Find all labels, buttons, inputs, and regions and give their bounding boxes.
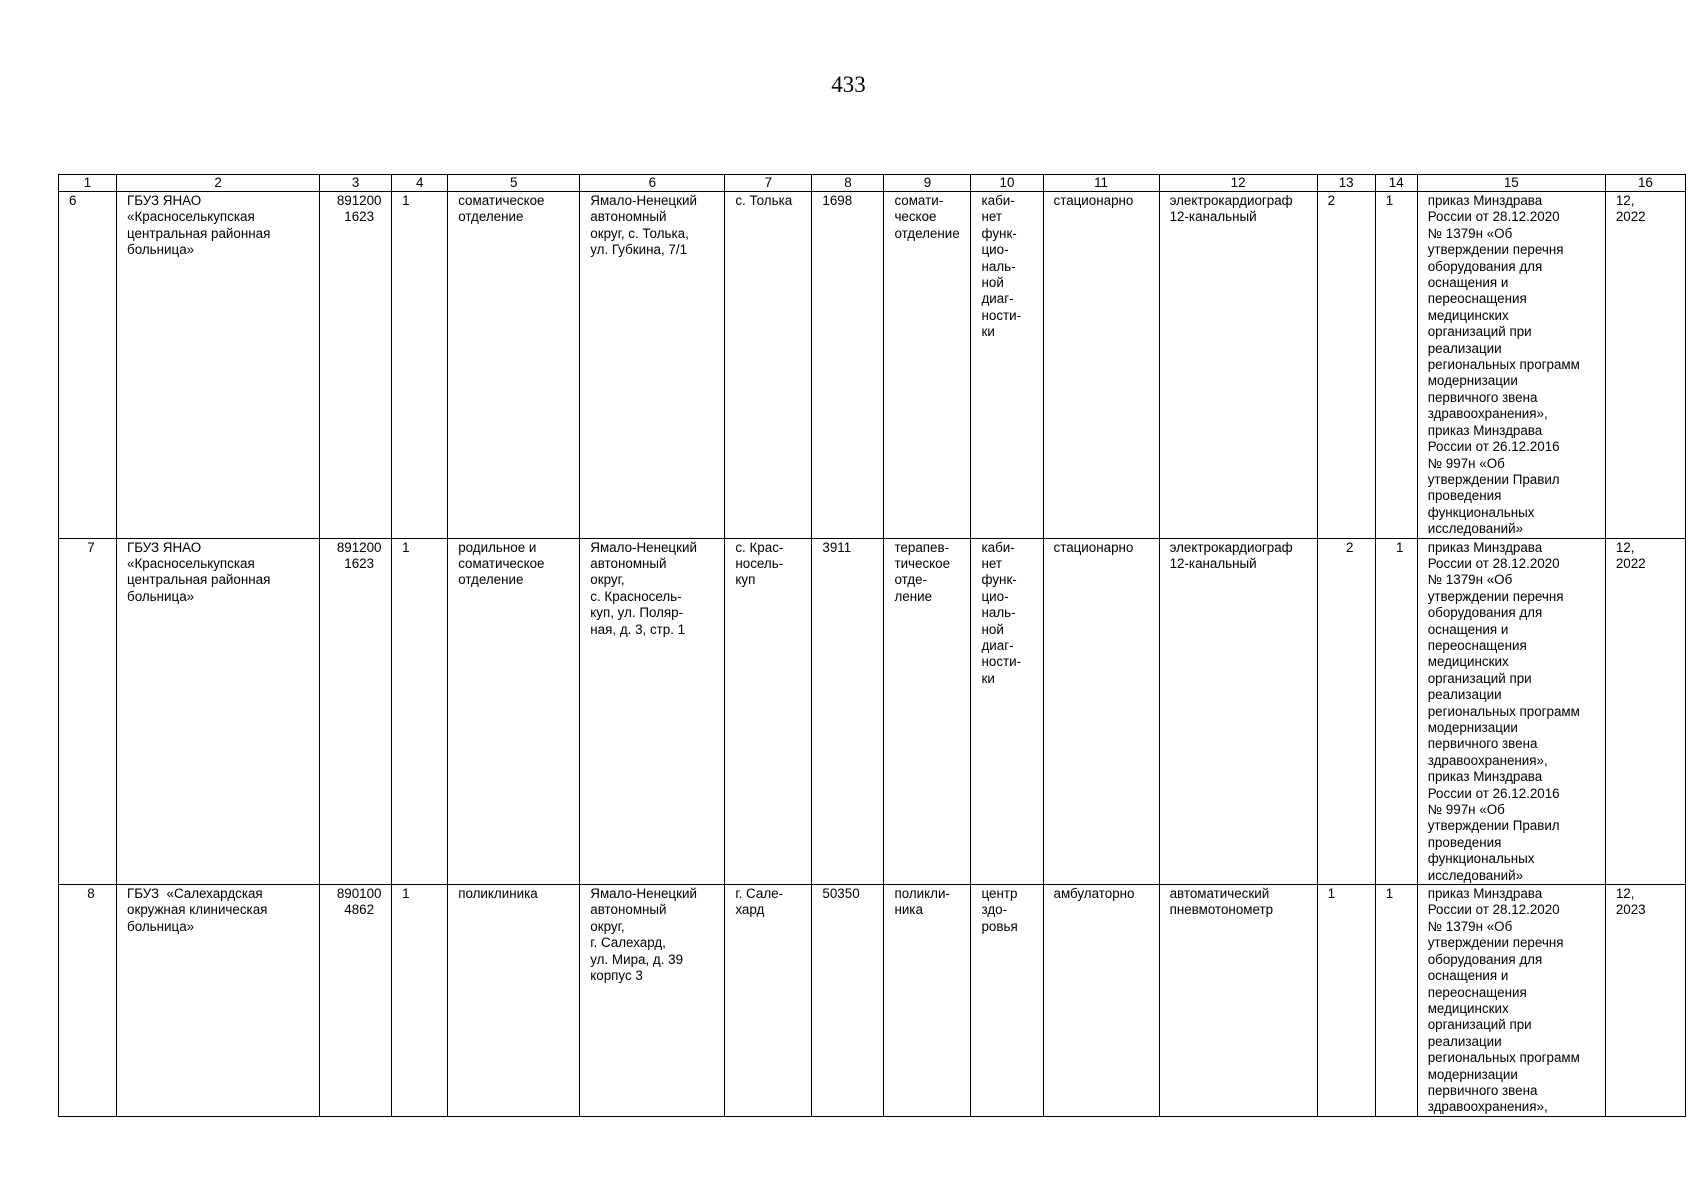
cell-line: хард — [735, 902, 765, 918]
cell-line: наль- — [981, 258, 1016, 274]
care-mode-cell: амбулаторно — [1043, 885, 1159, 1117]
cell-line: автономный — [590, 902, 667, 918]
cell-line: приказ Минздрава — [1427, 422, 1543, 438]
quantity-cell: 1 — [1375, 538, 1417, 885]
column-header: 5 — [448, 175, 580, 192]
cell-line: утверждении перечня — [1427, 935, 1564, 951]
room-cell — [971, 885, 1043, 1117]
cell-line: утверждении Правил — [1427, 818, 1560, 834]
equipment-cell — [1159, 538, 1317, 885]
cell-line: проведения — [1427, 488, 1502, 504]
cell-line: г. Салехард, — [590, 935, 666, 951]
cell-line: отде- — [894, 572, 927, 588]
cell-line: региональных программ — [1427, 1050, 1580, 1066]
quantity-cell: 1 — [1375, 885, 1417, 1117]
cell-line: каби- — [981, 539, 1015, 555]
cell-line: 12, — [1615, 886, 1635, 902]
cell-line: ГБУЗ ЯНАО — [127, 193, 202, 208]
cell-line: нет — [981, 555, 1003, 571]
column-header: 16 — [1605, 175, 1685, 192]
cell-line: сомати- — [894, 193, 944, 208]
department-cell — [448, 885, 580, 1117]
cell-line: переоснащения — [1427, 984, 1527, 1000]
address-cell — [580, 192, 725, 539]
row-number-cell: 8 — [59, 885, 117, 1117]
page-number: 433 — [831, 72, 866, 97]
column-header: 15 — [1417, 175, 1605, 192]
cell-line: утверждении перечня — [1427, 242, 1564, 258]
cell-line: 891200 — [336, 193, 382, 208]
cell-line: отделение — [894, 225, 960, 241]
table-row — [59, 885, 1686, 1117]
cell-line: ности- — [981, 307, 1022, 323]
cell-line: медицинских — [1427, 654, 1509, 670]
legal-basis-cell — [1417, 192, 1605, 539]
cell-line: цио- — [981, 588, 1009, 604]
cell-line: переоснащения — [1427, 637, 1527, 653]
cell-line: оборудования для — [1427, 258, 1543, 274]
cell-line: модернизации — [1427, 1066, 1518, 1082]
cell-line: организаций при — [1427, 1017, 1532, 1033]
unit-cell — [884, 192, 971, 539]
cell-line: 890100 — [336, 886, 382, 902]
cell-line: ГБУЗ «Салехардская — [127, 886, 263, 902]
quantity-cell: 2 — [1317, 538, 1375, 885]
cell-line: реализации — [1427, 687, 1502, 703]
cell-line: оборудования для — [1427, 951, 1543, 967]
cell-line: 2022 — [1615, 555, 1646, 571]
care-mode-cell: стационарно — [1043, 192, 1159, 539]
cell-line: № 1379н «Об — [1427, 918, 1513, 934]
cell-line: утверждении Правил — [1427, 471, 1560, 487]
cell-line: каби- — [981, 193, 1015, 208]
cell-line: медицинских — [1427, 307, 1509, 323]
cell-line: первичного звена — [1427, 1082, 1538, 1098]
table-row — [59, 538, 1686, 885]
cell-line: медицинских — [1427, 1000, 1509, 1016]
cell-line: Ямало-Ненецкий — [590, 539, 697, 555]
unit-cell — [884, 885, 971, 1117]
cell-line: электрокардиограф — [1169, 539, 1293, 555]
cell-line: 12, — [1615, 193, 1635, 208]
address-cell — [580, 885, 725, 1117]
cell-line: организаций при — [1427, 324, 1532, 340]
cell-line: 1623 — [344, 209, 375, 225]
column-header: 10 — [971, 175, 1043, 192]
table-row — [59, 192, 1686, 539]
cell-line: функциональных — [1427, 851, 1535, 867]
organization-cell — [117, 538, 320, 885]
cell-line: 12-канальный — [1169, 555, 1257, 571]
cell-line: № 997н «Об — [1427, 455, 1505, 471]
cell-line: ул. Мира, д. 39 — [590, 951, 684, 967]
cell-line: Ямало-Ненецкий — [590, 886, 697, 902]
cell-line: региональных программ — [1427, 703, 1580, 719]
cell-line: ной — [981, 275, 1004, 291]
cell-line: поликли- — [894, 886, 950, 902]
equipment-registry-table — [58, 174, 1686, 1117]
cell-line: 2022 — [1615, 209, 1646, 225]
cell-line: здравоохранения», — [1427, 406, 1548, 422]
cell-line: ной — [981, 621, 1004, 637]
cell-line: больница» — [127, 588, 195, 604]
cell-line: России от 28.12.2020 — [1427, 902, 1560, 918]
count-cell: 1 — [392, 538, 448, 885]
cell-line: электрокардиограф — [1169, 193, 1293, 208]
cell-line: центр — [981, 886, 1018, 902]
cell-line: здравоохранения», — [1427, 752, 1548, 768]
cell-line: ГБУЗ ЯНАО — [127, 539, 202, 555]
cell-line: Ямало-Ненецкий — [590, 193, 697, 208]
cell-line: с. Толька — [735, 193, 793, 208]
code-cell — [320, 885, 392, 1117]
cell-line: России от 26.12.2016 — [1427, 785, 1560, 801]
cell-line: г. Сале- — [735, 886, 784, 902]
code-cell — [320, 538, 392, 885]
deadline-cell — [1605, 192, 1685, 539]
population-cell: 50350 — [812, 885, 884, 1117]
column-header: 12 — [1159, 175, 1317, 192]
quantity-cell: 1 — [1375, 192, 1417, 539]
cell-line: соматическое — [458, 555, 545, 571]
cell-line: пневмотонометр — [1169, 902, 1274, 918]
cell-line: ческое — [894, 209, 937, 225]
cell-line: первичного звена — [1427, 389, 1538, 405]
population-cell: 3911 — [812, 538, 884, 885]
count-cell: 1 — [392, 885, 448, 1117]
cell-line: округ, — [590, 918, 625, 934]
cell-line: оснащения и — [1427, 968, 1509, 984]
column-header: 11 — [1043, 175, 1159, 192]
organization-cell — [117, 885, 320, 1117]
cell-line: окружная клиническая — [127, 902, 268, 918]
cell-line: 12, — [1615, 539, 1635, 555]
cell-line: с. Крас- — [735, 539, 784, 555]
cell-line: первичного звена — [1427, 736, 1538, 752]
cell-line: России от 28.12.2020 — [1427, 555, 1560, 571]
column-header: 2 — [117, 175, 320, 192]
column-header: 14 — [1375, 175, 1417, 192]
cell-line: приказ Минздрава — [1427, 193, 1543, 208]
cell-line: больница» — [127, 918, 195, 934]
cell-line: куп — [735, 572, 756, 588]
count-cell: 1 — [392, 192, 448, 539]
cell-line: «Красноселькупская — [127, 555, 255, 571]
cell-line: терапев- — [894, 539, 950, 555]
cell-line: наль- — [981, 605, 1016, 621]
cell-line: ровья — [981, 918, 1018, 934]
cell-line: модернизации — [1427, 720, 1518, 735]
cell-line: ки — [981, 324, 995, 340]
column-header: 8 — [812, 175, 884, 192]
cell-line: автоматический — [1169, 886, 1270, 902]
column-header: 3 — [320, 175, 392, 192]
cell-line: приказ Минздрава — [1427, 539, 1543, 555]
department-cell — [448, 538, 580, 885]
cell-line: здравоохранения», — [1427, 1099, 1548, 1115]
cell-line: ная, д. 3, стр. 1 — [590, 621, 686, 637]
cell-line: ки — [981, 670, 995, 686]
cell-line: ника — [894, 902, 923, 918]
equipment-cell — [1159, 192, 1317, 539]
address-cell — [580, 538, 725, 885]
cell-line: оснащения и — [1427, 275, 1509, 291]
locality-cell — [725, 885, 812, 1117]
column-header: 4 — [392, 175, 448, 192]
cell-line: 12-канальный — [1169, 209, 1257, 225]
cell-line: функциональных — [1427, 504, 1535, 520]
row-number-cell: 6 — [59, 192, 117, 539]
deadline-cell — [1605, 538, 1685, 885]
cell-line: 4862 — [344, 902, 375, 918]
cell-line: оснащения и — [1427, 621, 1509, 637]
cell-line: исследований» — [1427, 521, 1524, 537]
cell-line: функ- — [981, 572, 1017, 588]
cell-line: диаг- — [981, 291, 1014, 307]
cell-line: нет — [981, 209, 1003, 225]
cell-line: центральная районная — [127, 572, 271, 588]
cell-line: № 997н «Об — [1427, 802, 1505, 818]
unit-cell — [884, 538, 971, 885]
cell-line: тическое — [894, 555, 951, 571]
cell-line: ности- — [981, 654, 1022, 670]
room-cell — [971, 538, 1043, 885]
cell-line: корпус 3 — [590, 968, 643, 984]
cell-line: № 1379н «Об — [1427, 225, 1513, 241]
equipment-cell — [1159, 885, 1317, 1117]
cell-line: ление — [894, 588, 933, 604]
cell-line: носель- — [735, 555, 784, 571]
cell-line: исследований» — [1427, 867, 1524, 883]
cell-line: оборудования для — [1427, 605, 1543, 621]
locality-cell — [725, 538, 812, 885]
cell-line: куп, ул. Поляр- — [590, 605, 684, 621]
room-cell — [971, 192, 1043, 539]
cell-line: проведения — [1427, 834, 1502, 850]
cell-line: № 1379н «Об — [1427, 572, 1513, 588]
cell-line: отделение — [458, 572, 524, 588]
cell-line: округ, с. Толька, — [590, 225, 689, 241]
cell-line: больница» — [127, 242, 195, 258]
cell-line: реализации — [1427, 1033, 1502, 1049]
department-cell — [448, 192, 580, 539]
cell-line: 891200 — [336, 539, 382, 555]
cell-line: переоснащения — [1427, 291, 1527, 307]
column-header: 9 — [884, 175, 971, 192]
cell-line: округ, — [590, 572, 625, 588]
legal-basis-cell — [1417, 885, 1605, 1117]
quantity-cell: 2 — [1317, 192, 1375, 539]
cell-line: диаг- — [981, 637, 1014, 653]
column-header: 13 — [1317, 175, 1375, 192]
code-cell — [320, 192, 392, 539]
cell-line: 1623 — [344, 555, 375, 571]
column-header: 6 — [580, 175, 725, 192]
cell-line: поликлиника — [458, 886, 538, 902]
cell-line: организаций при — [1427, 670, 1532, 686]
cell-line: автономный — [590, 555, 667, 571]
cell-line: ул. Губкина, 7/1 — [590, 242, 688, 258]
cell-line: «Красноселькупская — [127, 209, 255, 225]
cell-line: автономный — [590, 209, 667, 225]
cell-line: региональных программ — [1427, 357, 1580, 373]
deadline-cell — [1605, 885, 1685, 1117]
organization-cell — [117, 192, 320, 539]
column-header: 7 — [725, 175, 812, 192]
cell-line: здо- — [981, 902, 1008, 918]
row-number-cell: 7 — [59, 538, 117, 885]
cell-line: центральная районная — [127, 225, 271, 241]
quantity-cell: 1 — [1317, 885, 1375, 1117]
cell-line: утверждении перечня — [1427, 588, 1564, 604]
column-header: 1 — [59, 175, 117, 192]
legal-basis-cell — [1417, 538, 1605, 885]
cell-line: приказ Минздрава — [1427, 886, 1543, 902]
care-mode-cell: стационарно — [1043, 538, 1159, 885]
cell-line: родильное и — [458, 539, 537, 555]
cell-line: России от 28.12.2020 — [1427, 209, 1560, 225]
locality-cell — [725, 192, 812, 539]
cell-line: реализации — [1427, 340, 1502, 356]
cell-line: 2023 — [1615, 902, 1646, 918]
cell-line: цио- — [981, 242, 1009, 258]
population-cell: 1698 — [812, 192, 884, 539]
cell-line: соматическое — [458, 193, 545, 208]
column-number-header-row — [59, 175, 1686, 192]
cell-line: отделение — [458, 209, 524, 225]
cell-line: функ- — [981, 225, 1017, 241]
cell-line: модернизации — [1427, 373, 1518, 389]
cell-line: с. Красносель- — [590, 588, 682, 604]
cell-line: приказ Минздрава — [1427, 769, 1543, 785]
cell-line: России от 26.12.2016 — [1427, 439, 1560, 455]
